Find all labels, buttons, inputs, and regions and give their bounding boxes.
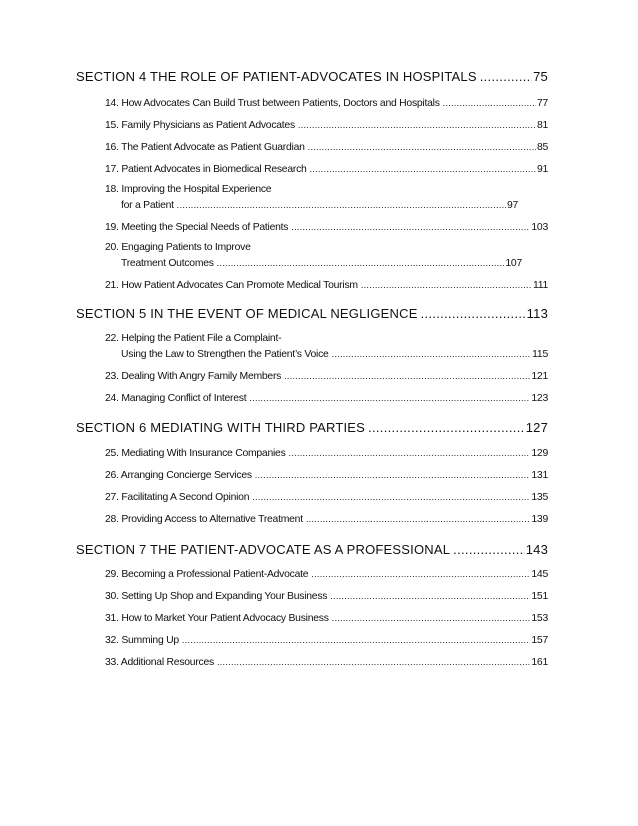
chapter-22-line1[interactable] (105, 333, 548, 344)
chapter-title: 26. Arranging Concierge Services (105, 470, 252, 481)
page-number: 127 (525, 420, 548, 435)
chapter-16-entry[interactable] (105, 142, 548, 153)
chapter-29-entry[interactable] (105, 569, 548, 580)
chapter-14-entry[interactable] (105, 98, 548, 109)
chapter-title: 30. Setting Up Shop and Expanding Your Business (105, 591, 328, 602)
section-7-entry[interactable] (76, 542, 548, 557)
page-number: 107 (505, 258, 522, 269)
chapter-18-entry[interactable] (105, 200, 518, 211)
chapter-28-entry[interactable] (105, 514, 548, 525)
chapter-title: 27. Facilitating A Second Opinion (105, 492, 250, 503)
chapter-title: 17. Patient Advocates in Biomedical Research (105, 164, 307, 175)
chapter-title: 25. Mediating With Insurance Companies (105, 448, 286, 459)
page-number: 97 (506, 200, 518, 211)
chapter-27-entry[interactable] (105, 492, 548, 503)
chapter-24-entry[interactable] (105, 393, 548, 404)
page-number: 111 (532, 280, 548, 291)
page-number: 151 (531, 591, 548, 602)
chapter-title: 16. The Patient Advocate as Patient Guardian (105, 142, 305, 153)
section-title: SECTION 7 THE PATIENT-ADVOCATE AS A PROFESSIONAL (76, 542, 451, 557)
page-number: 129 (531, 448, 548, 459)
chapter-title: 21. How Patient Advocates Can Promote Medical Tourism (105, 280, 358, 291)
chapter-32-entry[interactable] (105, 635, 548, 646)
chapter-title: 29. Becoming a Professional Patient-Advocate (105, 569, 309, 580)
chapter-title: 23. Dealing With Angry Family Members (105, 371, 282, 382)
chapter-23-entry[interactable] (105, 371, 548, 382)
chapter-title-cont: Using the Law to Strengthen the Patient’s Voice (121, 349, 329, 360)
section-title: SECTION 4 THE ROLE OF PATIENT-ADVOCATES IN HOSPITALS (76, 69, 477, 84)
chapter-title: 15. Family Physicians as Patient Advocates (105, 120, 295, 131)
section-title: SECTION 5 IN THE EVENT OF MEDICAL NEGLIGENCE (76, 306, 418, 321)
chapter-26-entry[interactable] (105, 470, 548, 481)
page-number: 121 (531, 371, 548, 382)
chapter-title: 22. Helping the Patient File a Complaint- (105, 333, 282, 344)
page-number: 161 (531, 657, 548, 668)
chapter-25-entry[interactable] (105, 448, 548, 459)
chapter-33-entry[interactable] (105, 657, 548, 668)
page-number: 75 (533, 69, 548, 84)
chapter-17-entry[interactable] (105, 164, 548, 175)
page-number: 131 (531, 470, 548, 481)
section-4-entry[interactable] (76, 69, 548, 84)
page-number: 143 (525, 542, 548, 557)
chapter-20-line1[interactable] (105, 242, 548, 253)
chapter-15-entry[interactable] (105, 120, 548, 131)
section-5-entry[interactable] (76, 306, 548, 321)
chapter-title-cont: Treatment Outcomes (121, 258, 214, 269)
chapter-title: 18. Improving the Hospital Experience (105, 184, 272, 195)
chapter-title: 32. Summing Up (105, 635, 179, 646)
section-title: SECTION 6 MEDIATING WITH THIRD PARTIES (76, 420, 366, 435)
page-number: 135 (531, 492, 548, 503)
page-number: 145 (531, 569, 548, 580)
chapter-30-entry[interactable] (105, 591, 548, 602)
chapter-19-entry[interactable] (105, 222, 548, 233)
page-number: 153 (531, 613, 548, 624)
page-number: 123 (531, 393, 548, 404)
chapter-31-entry[interactable] (105, 613, 548, 624)
chapter-title: 33. Additional Resources (105, 657, 214, 668)
chapter-22-entry[interactable] (105, 349, 548, 360)
chapter-title-cont: for a Patient (121, 200, 174, 211)
chapter-21-entry[interactable] (105, 280, 548, 291)
chapter-title: 28. Providing Access to Alternative Treatment (105, 514, 303, 525)
page-number: 103 (531, 222, 548, 233)
chapter-18-line1[interactable] (105, 184, 548, 195)
page-number: 139 (531, 514, 548, 525)
page-number: 81 (536, 120, 548, 131)
chapter-title: 14. How Advocates Can Build Trust between Patients, Doctors and Hospitals (105, 98, 440, 109)
page-number: 157 (531, 635, 548, 646)
page-number: 115 (532, 349, 548, 360)
chapter-20-entry[interactable] (105, 258, 522, 269)
chapter-title: 20. Engaging Patients to Improve (105, 242, 251, 253)
chapter-title: 31. How to Market Your Patient Advocacy Business (105, 613, 329, 624)
section-6-entry[interactable] (76, 420, 548, 435)
page-number: 91 (536, 164, 548, 175)
page-number: 85 (536, 142, 548, 153)
page-number: 113 (526, 306, 548, 321)
page-number: 77 (536, 98, 548, 109)
chapter-title: 19. Meeting the Special Needs of Patients (105, 222, 289, 233)
chapter-title: 24. Managing Conflict of Interest (105, 393, 247, 404)
